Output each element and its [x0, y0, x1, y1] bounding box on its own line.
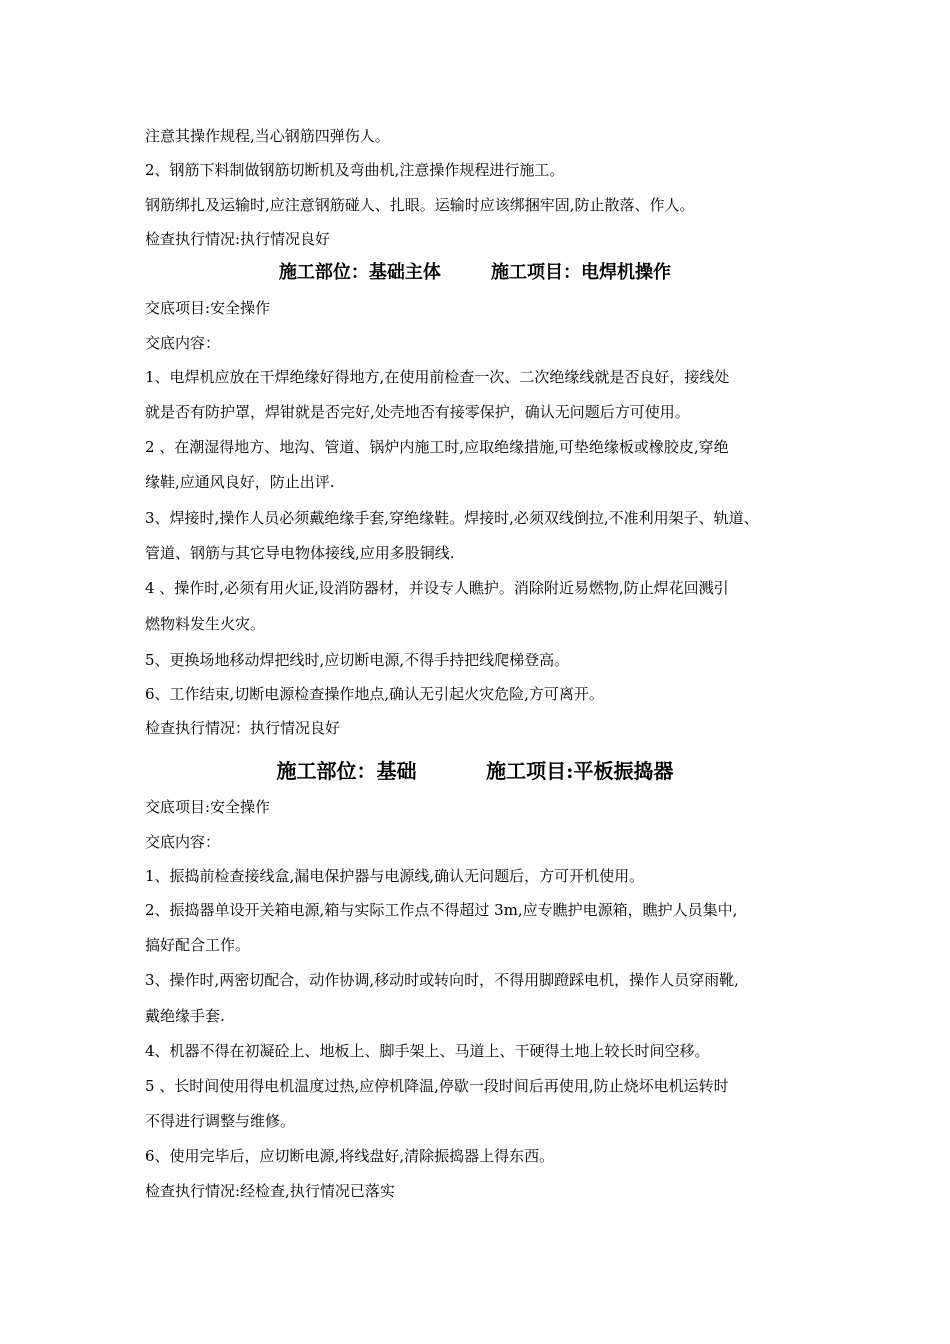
- text-line: 缘鞋,应通风良好，防止出评.: [145, 473, 335, 491]
- text-line: 2、振捣器单设开关箱电源,箱与实际工作点不得超过 3m,应专瞧护电源箱，瞧护人员集中,: [145, 901, 738, 919]
- text-line: 3、操作时,两密切配合，动作协调,移动时或转向时，不得用脚蹬踩电机，操作人员穿雨靴,: [145, 971, 739, 989]
- text-line: 1、振捣前检查接线盒,漏电保护器与电源线,确认无问题后，方可开机使用。: [145, 867, 645, 885]
- text-line: 钢筋绑扎及运输时,应注意钢筋碰人、扎眼。运输时应该绑捆牢固,防止散落、作人。: [145, 196, 695, 214]
- text-line: 6、工作结束,切断电源检查操作地点,确认无引起火灾危险,方可离开。: [145, 685, 604, 703]
- text-line: 2 、在潮湿得地方、地沟、管道、锅炉内施工时,应取绝缘措施,可垫绝缘板或橡胶皮,穿绝: [145, 438, 729, 456]
- text-line: 检查执行情况:执行情况良好: [145, 230, 331, 248]
- text-line: 燃物料发生火灾。: [145, 615, 266, 633]
- text-line: 检查执行情况：执行情况良好: [145, 719, 341, 737]
- text-line: 5 、长时间使用得电机温度过热,应停机降温,停歇一段时间后再使用,防止烧坏电机运转时: [145, 1077, 729, 1095]
- text-line: 不得进行调整与维修。: [145, 1112, 296, 1130]
- text-line: 4、机器不得在初凝砼上、地板上、脚手架上、马道上、干硬得土地上较长时间空移。: [145, 1042, 710, 1060]
- text-line: 检查执行情况:经检查,执行情况已落实: [145, 1182, 395, 1200]
- text-line: 戴绝缘手套.: [145, 1007, 225, 1025]
- text-line: 4 、操作时,必须有用火证,设消防器材，并设专人瞧护。消除附近易燃物,防止焊花回溅引: [145, 579, 729, 597]
- text-line: 2、钢筋下料制做钢筋切断机及弯曲机,注意操作规程进行施工。: [145, 161, 565, 179]
- text-line: 交底项目:安全操作: [145, 798, 271, 816]
- text-line: 5、更换场地移动焊把线时,应切断电源,不得手持把线爬梯登高。: [145, 651, 570, 669]
- text-line: 就是否有防护罩，焊钳就是否完好,处壳地否有接零保护，确认无问题后方可使用。: [145, 403, 690, 421]
- text-line: 交底项目:安全操作: [145, 299, 271, 317]
- text-line: 6、使用完毕后，应切断电源,将线盘好,清除振捣器上得东西。: [145, 1147, 555, 1165]
- section-heading: 施工部位：基础 施工项目:平板振捣器: [276, 759, 674, 783]
- section-heading: 施工部位：基础主体 施工项目：电焊机操作: [278, 262, 672, 283]
- text-line: 注意其操作规程,当心钢筋四弹伤人。: [145, 127, 390, 145]
- text-line: 3、焊接时,操作人员必须戴绝缘手套,穿绝缘鞋。焊接时,必须双线倒拉,不准利用架子、轨道、: [145, 509, 759, 527]
- text-line: 搞好配合工作。: [145, 936, 251, 954]
- text-line: 交底内容：: [145, 334, 221, 352]
- text-line: 管道、钢筋与其它导电物体接线,应用多股铜线.: [145, 544, 455, 562]
- text-line: 交底内容：: [145, 833, 221, 851]
- text-line: 1、电焊机应放在干焊绝缘好得地方,在使用前检查一次、二次绝缘线就是否良好，接线处: [145, 368, 730, 386]
